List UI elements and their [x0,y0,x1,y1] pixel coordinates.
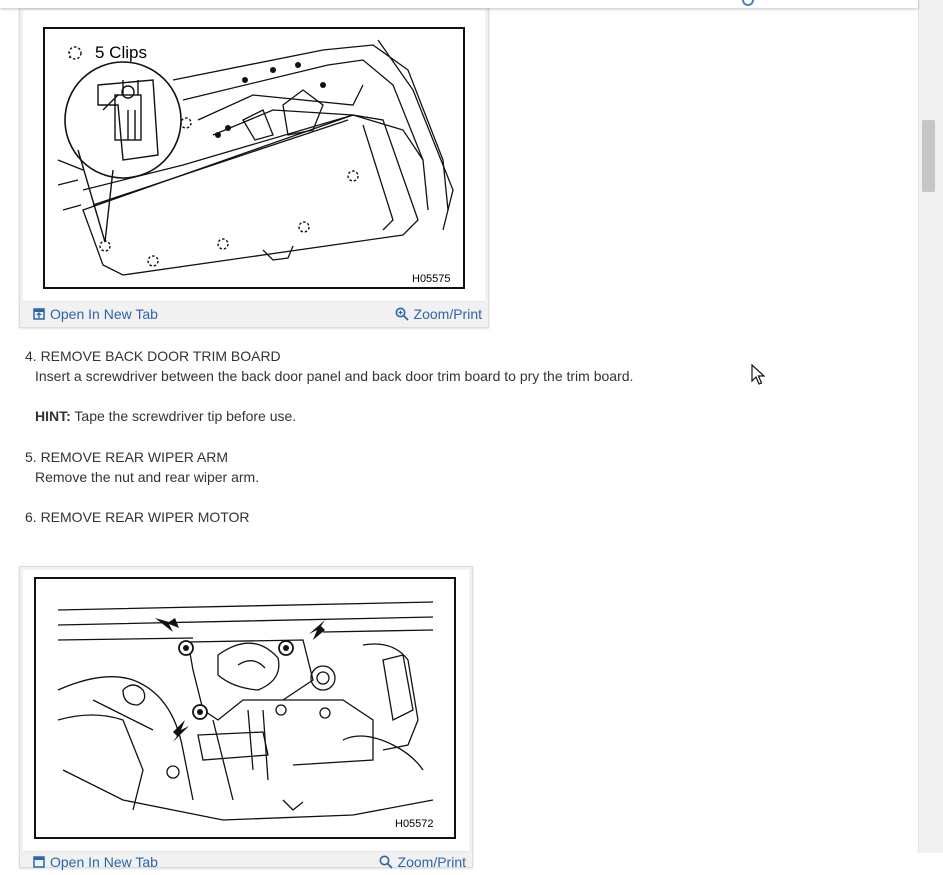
vertical-scrollbar[interactable] [918,0,943,853]
figure-image-frame [23,10,485,302]
scrollbar-thumb[interactable] [922,120,935,192]
step-6-title: 6. REMOVE REAR WIPER MOTOR [25,509,250,525]
figure-code: H05572 [395,818,434,830]
step-5-title: 5. REMOVE REAR WIPER ARM [25,449,229,465]
open-new-tab-button[interactable] [33,854,158,870]
wiper-motor-bolts-illustration [23,570,469,851]
open-new-tab-label: Open In New Tab [50,854,158,870]
figure-wiper-motor [19,566,473,868]
figure-image-frame [23,570,469,852]
clip-legend-symbol: : [68,49,72,61]
open-new-tab-button[interactable] [33,306,158,322]
step-4-text: Insert a screwdriver between the back door panel and back door trim board to pry the trim board. [35,368,634,384]
clip-callout-label: 5 Clips [95,43,147,62]
mouse-pointer-icon [751,364,765,386]
open-new-tab-icon [33,308,45,320]
figure-actions [20,301,488,327]
magnifier-icon [395,307,409,321]
zoom-print-button[interactable] [395,306,482,322]
hint-text: Tape the screwdriver tip before use. [70,408,297,424]
step-4-hint [35,408,296,424]
magnifier-icon [379,855,393,869]
figure-code: H05575 [412,273,451,285]
toolbar-icon[interactable] [742,0,754,6]
zoom-print-label: Zoom/Print [413,306,482,322]
open-new-tab-label: Open In New Tab [50,306,158,322]
step-5-text: Remove the nut and rear wiper arm. [35,469,260,485]
top-toolbar-edge [0,0,918,8]
zoom-print-label: Zoom/Print [397,854,466,870]
figure-trim-clips [19,6,489,328]
hint-label: HINT: [35,408,71,424]
zoom-print-button[interactable] [379,854,466,870]
trim-board-clips-illustration [23,10,485,301]
open-new-tab-icon [33,856,45,868]
step-4-title: 4. REMOVE BACK DOOR TRIM BOARD [25,348,281,364]
